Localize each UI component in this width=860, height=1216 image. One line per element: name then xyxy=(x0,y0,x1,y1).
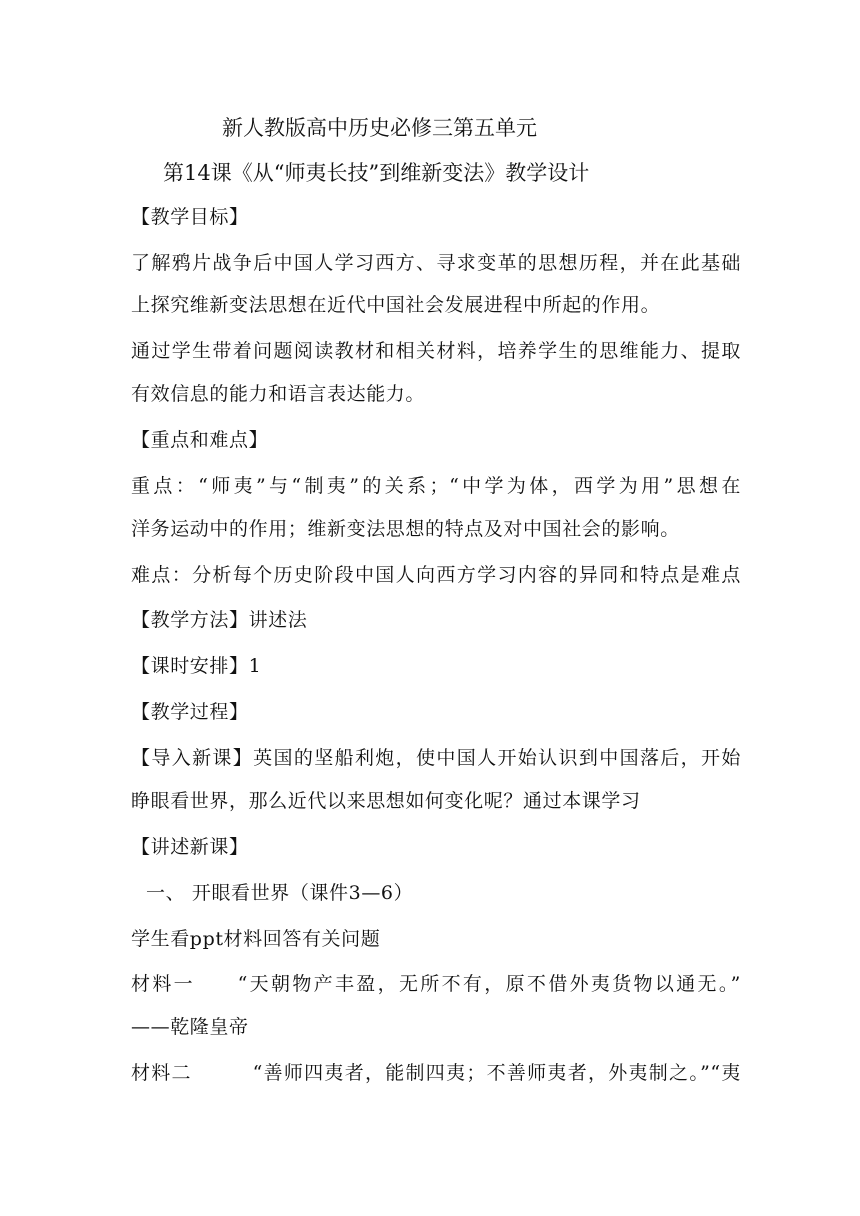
section-heading-process: 【教学过程】 xyxy=(131,701,249,723)
subsection-heading: 一、 开眼看世界（课件3—6） xyxy=(146,882,414,904)
section-heading-objectives: 【教学目标】 xyxy=(131,206,249,228)
quote-line: 材料一 “天朝物产丰盈，无所不有，原不借外夷货物以通无。” xyxy=(131,973,741,995)
section-heading-key-points: 【重点和难点】 xyxy=(131,429,269,451)
paragraph-line: 学生看ppt材料回答有关问题 xyxy=(131,928,381,950)
paragraph-line: 【导入新课】英国的坚船利炮，使中国人开始认识到中国落后，开始 xyxy=(131,747,741,769)
document-title-line2: 第14课《从“师夷长技”到维新变法》教学设计 xyxy=(163,161,590,185)
paragraph-line: 上探究维新变法思想在近代中国社会发展进程中所起的作用。 xyxy=(131,294,661,316)
class-hours-line: 【课时安排】1 xyxy=(131,655,262,677)
paragraph-line: 了解鸦片战争后中国人学习西方、寻求变革的思想历程，并在此基础 xyxy=(131,252,741,274)
paragraph-line: 通过学生带着问题阅读教材和相关材料，培养学生的思维能力、提取 xyxy=(131,340,741,362)
document-title-line1: 新人教版高中历史必修三第五单元 xyxy=(222,116,537,140)
paragraph-line: 有效信息的能力和语言表达能力。 xyxy=(131,383,426,405)
paragraph-line: 重点：“师夷”与“制夷”的关系；“中学为体，西学为用”思想在 xyxy=(131,475,741,497)
quote-line: 材料二 “善师四夷者，能制四夷；不善师夷者，外夷制之。”“夷 xyxy=(131,1062,741,1084)
paragraph-line: 睁眼看世界，那么近代以来思想如何变化呢？通过本课学习 xyxy=(131,790,641,812)
section-heading-new-lesson: 【讲述新课】 xyxy=(131,836,249,858)
teaching-method-line: 【教学方法】讲述法 xyxy=(131,609,308,631)
paragraph-line: 难点：分析每个历史阶段中国人向西方学习内容的异同和特点是难点 xyxy=(131,564,741,586)
paragraph-line: 洋务运动中的作用；维新变法思想的特点及对中国社会的影响。 xyxy=(131,518,680,540)
quote-attribution: ——乾隆皇帝 xyxy=(131,1016,249,1038)
